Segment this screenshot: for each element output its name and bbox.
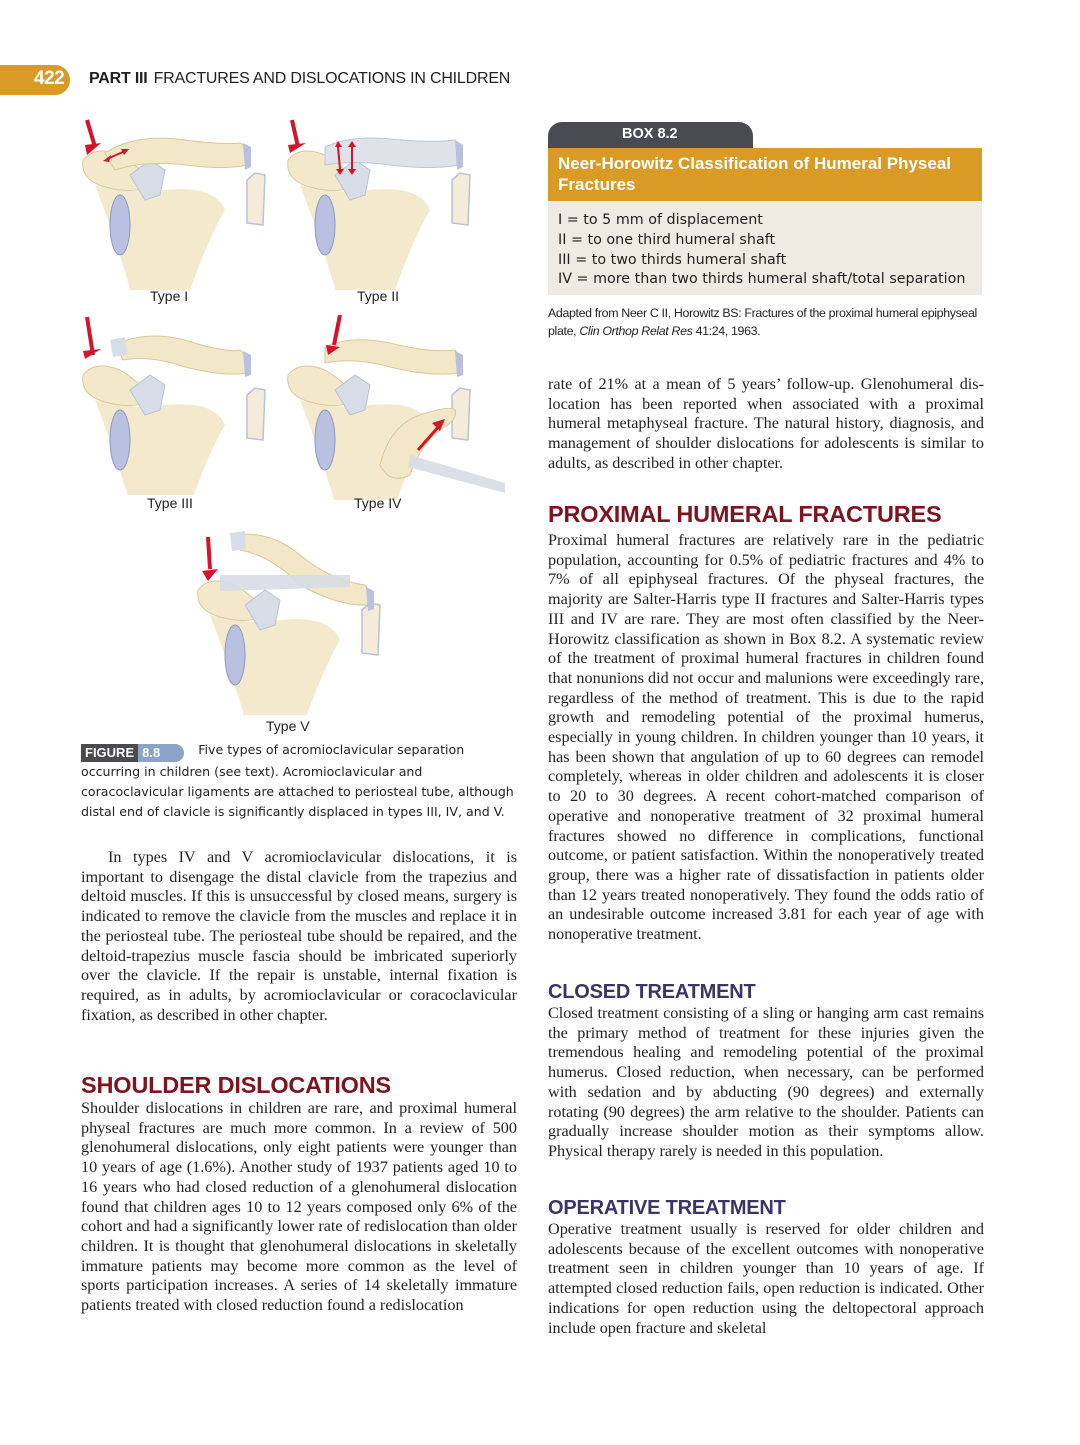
box-item: III = to two thirds humeral shaft — [558, 251, 787, 268]
type-ii-illustration — [280, 115, 490, 290]
figure-caption-text: Five types of acromioclavicular separation occurring in children (see text). Acromioclavicular and coracoclavicular ligaments are attached to periosteal tube, although distal end of clavicle is significantly displaced in types III, IV, and V. — [81, 742, 514, 819]
paragraph-continued: rate of 21% at a mean of 5 years’ follow-up. Glenohumeral dislocation has been reported when associated with a proximal humeral metaphyseal fracture. The natural history, diagnosis, and management of shoulder dislocations for adolescents is similar to adults, as described in other chapter. — [548, 375, 984, 472]
box-tab — [548, 122, 753, 148]
shoulder-dislocations-section — [81, 1071, 517, 1316]
box-source — [548, 304, 988, 340]
type-v-illustration — [190, 525, 400, 715]
page-number: 422 — [34, 68, 65, 89]
paragraph-shoulder-dislocations: Shoulder dislocations in children are rare, and proximal humeral physeal fractures are much more common. In a review of 500 glenohumeral dislocations, only eight patients were younger than 10 years of age (1.6%). Another study of 1937 patients aged 10 to 16 years who had closed reduction of a glenohumeral dislocation found that children ages 10 to 12 years composed only 6% of the cohort and had a significantly lower rate of redislocation than older children. It is thought that glenohumeral dislocations in skeletally immature patients may become more common as the level of sports participation increases. A series of 14 skeletally immature patients treated with closed reduction found a redislocation — [81, 1099, 518, 1315]
figure-badge-number: 8.8 — [138, 744, 184, 762]
section-title: FRACTURES AND DISLOCATIONS IN CHILDREN — [153, 70, 511, 87]
closed-treatment-section — [548, 980, 984, 1162]
box-item: I = to 5 mm of displacement — [558, 212, 763, 228]
figure-badge-word: FIGURE — [81, 744, 138, 762]
type-iii-illustration — [75, 315, 275, 495]
part-label: PART III — [89, 70, 148, 87]
figure-badge — [81, 744, 184, 762]
box-item: IV = more than two thirds humeral shaft/total separation — [558, 271, 966, 288]
operative-treatment-section — [548, 1196, 984, 1338]
heading-operative-treatment: OPERATIVE TREATMENT — [548, 1197, 786, 1219]
type-i-label: Type I — [150, 288, 189, 304]
heading-shoulder-dislocations: SHOULDER DISLOCATIONS — [81, 1072, 392, 1098]
right-column-continued — [548, 375, 984, 474]
proximal-humeral-section — [548, 500, 984, 945]
box-source-citation: 41:24, 1963. — [692, 324, 761, 338]
paragraph-proximal-humeral: Proximal humeral fractures are relatively rare in the pediatric population, accounting for 0.5% of pediatric fractures and 4% to 7% of all epiphyseal fractures. Of the physeal fractures, the majority are Salter-Harris type II fractures and Salter-Harris types III and IV are rare. They are most often classified by the Neer-Horowitz classification as shown in Box 8.2. A systematic review of the treatment of proximal humeral fractures in children found that nonunions did not occur and malunions were exceedingly rare, regardless of the method of treatment. This is due to the rapid growth and remodeling potential of the proximal humerus, especially in young children. In children younger than 10 years, it has been shown that angulation of up to 60 degrees can remodel completely, whereas in older children and adolescents it is closer to 20 to 30 degrees. A recent cohort-matched comparison of operative and nonoperative treatment of 32 proximal humeral fractures showed no difference in complications, functional outcome, or patient satisfaction. Within the nonoperatively treated group, there was a higher rate of dissatisfaction in patients older than 12 years treated nonoperatively. They found the odds ratio of an undesirable outcome increased 3.81 for each year of age with nonoperative treatment. — [548, 531, 984, 944]
heading-proximal-humeral-fractures: PROXIMAL HUMERAL FRACTURES — [548, 501, 942, 527]
box-source-journal: Clin Orthop Relat Res — [579, 324, 693, 338]
type-iii-label: Type III — [147, 495, 193, 511]
type-iv-illustration — [280, 315, 515, 500]
box-title: Neer-Horowitz Classification of Humeral Physeal Fractures — [548, 148, 982, 201]
type-ii-label: Type II — [357, 288, 400, 304]
type-i-illustration — [75, 115, 275, 290]
box-item: II = to one third humeral shaft — [558, 231, 776, 248]
left-column — [81, 848, 517, 1025]
figure-caption — [81, 740, 517, 821]
paragraph-ac-dislocation: In types IV and V acromioclavicular dislocations, it is important to disengage the distal clavicle from the trapezius and deltoid muscles. If this is unsuccessful by closed means, surgery is indicated to remove the clavicle from the muscles and replace it in the periosteal tube. The periosteal tube should be repaired, and the deltoid-trapezius muscle fascia should be imbricated superiorly over the clavicle. If the repair is unstable, internal fixation is required, as in adults, by acromioclavicular or coracoclavicular fixation, as described in other chapter. — [81, 848, 517, 1024]
paragraph-closed-treatment: Closed treatment consisting of a sling or hanging arm cast remains the primary method of treatment for these injuries given the tremendous healing and remodeling potential of the proximal humerus. Closed reduction, when necessary, can be performed with sedation and by abducting (90 degrees) and externally rotating (90 degrees) the arm relative to the shoulder. Patients can gradually increase shoulder motion as their symptoms allow. Physical therapy rarely is needed in this population. — [548, 1004, 984, 1160]
box-source-text: Adapted from Neer C II, Horowitz BS: Fractures of the proximal humeral epiphyseal plate, — [548, 306, 977, 338]
paragraph-operative-treatment: Operative treatment usually is reserved for older children and adolescents because of the excellent outcomes with nonoperative treatment seen in children younger than 10 years of age. If attempted closed reduction fails, open reduction is indicated. Other indications for open reduction using the deltopectoral approach include open fracture and skeletal — [548, 1220, 984, 1337]
box-tab-label: BOX 8.2 — [622, 126, 678, 142]
figure-8-8 — [75, 110, 520, 750]
box-body — [548, 201, 982, 295]
type-v-label: Type V — [266, 718, 310, 734]
running-head — [89, 70, 510, 88]
heading-closed-treatment: CLOSED TREATMENT — [548, 981, 756, 1003]
type-iv-label: Type IV — [354, 495, 402, 511]
